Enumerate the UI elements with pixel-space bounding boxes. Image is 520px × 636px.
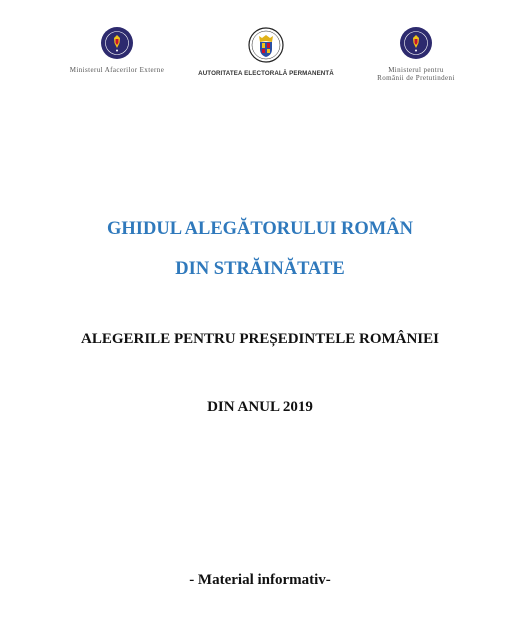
romanian-coat-of-arms-emblem-icon xyxy=(248,26,284,64)
document-subtitle-line-2: DIN ANUL 2019 xyxy=(207,399,313,415)
logo-mae xyxy=(52,26,182,74)
government-of-romania-emblem-icon xyxy=(100,26,134,60)
government-of-romania-emblem-icon xyxy=(399,26,433,60)
logo-caption: Ministerul Afacerilor Externe xyxy=(69,66,165,74)
logo-header xyxy=(0,26,520,96)
logo-caption: AUTORITATEA ELECTORALĂ PERMANENTĂ xyxy=(198,70,334,77)
logo-caption-line: Ministerul pentru xyxy=(388,66,444,74)
material-informativ-label: - Material informativ- xyxy=(189,572,331,588)
document-subtitle-line-1: ALEGERILE PENTRU PREȘEDINTELE ROMÂNIEI xyxy=(81,331,439,347)
logo-caption xyxy=(356,66,476,82)
logo-aep xyxy=(196,26,336,77)
document-title-line-1: GHIDUL ALEGĂTORULUI ROMÂN xyxy=(107,219,413,239)
logo-caption-line: Românii de Pretutindeni xyxy=(377,74,455,82)
document-title-line-2: DIN STRĂINĂTATE xyxy=(175,259,345,279)
logo-mrp xyxy=(356,26,476,82)
